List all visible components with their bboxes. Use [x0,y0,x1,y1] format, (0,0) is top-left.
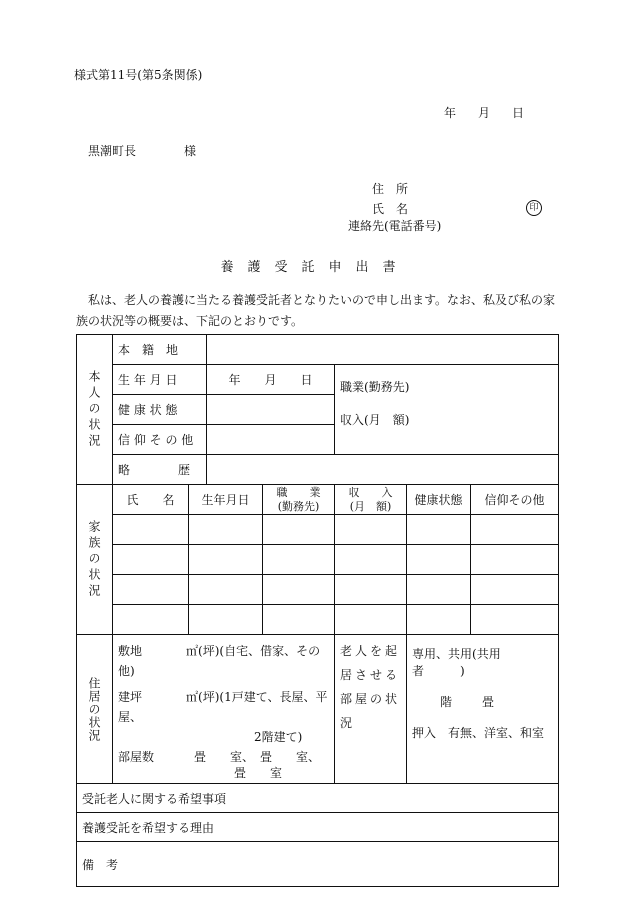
domicile-label: 本 籍 地 [113,335,207,365]
family-cell[interactable] [407,515,471,545]
form-number: 様式第11号(第5条関係) [74,68,203,82]
housing-row [77,635,559,784]
use-type: 専用、共用(共用者 ) [412,647,501,678]
floor-line: 建坪 ㎡(坪)(1戸建て、長屋、平屋、 [118,690,328,724]
remarks-label[interactable]: 備 考 [77,842,559,887]
family-cell[interactable] [189,575,263,605]
seal-mark: 印 [526,200,542,216]
family-cell[interactable] [471,575,559,605]
applicant-address-label: 住 所 [372,182,409,196]
family-cell[interactable] [335,605,407,635]
family-cell[interactable] [263,575,335,605]
wishes-label[interactable]: 受託老人に関する希望事項 [77,784,559,813]
housing-section-label: 住居の状況 [77,635,113,784]
faith-label: 信 仰 そ の 他 [113,425,207,455]
health-label: 健 康 状 態 [113,395,207,425]
family-cell[interactable] [113,545,189,575]
history-label: 略 歴 [113,455,207,485]
family-cell[interactable] [471,545,559,575]
family-header-income: 収 入 (月 額) [335,485,407,515]
applicant-name-label: 氏 名 [372,202,409,216]
family-header-faith: 信仰その他 [471,485,559,515]
date-month: 月 [478,106,491,120]
self-row-domicile [77,335,559,365]
family-cell[interactable] [189,605,263,635]
family-cell[interactable] [335,515,407,545]
family-header-row [77,485,559,515]
elder-room-details[interactable] [407,635,559,784]
family-cell[interactable] [471,515,559,545]
family-row [77,515,559,545]
addressee-honorific: 様 [184,144,197,158]
family-cell[interactable] [189,545,263,575]
family-cell[interactable] [471,605,559,635]
family-header-occupation: 職 業 (勤務先) [263,485,335,515]
application-form-table [76,334,559,887]
family-cell[interactable] [335,575,407,605]
closet-line: 押入 有無、洋室、和室 [412,726,545,740]
birthdate-label: 生 年 月 日 [113,365,207,395]
document-title: 養護受託申出書 [220,260,410,275]
site-line: 敷地 ㎡(坪)(自宅、借家、その他) [118,644,321,678]
family-row [77,545,559,575]
tatami-line: 階 畳 [440,695,497,709]
addressee [88,142,196,159]
date-year: 年 [444,106,457,120]
occupation-label: 職業(勤務先) [340,380,410,394]
elder-room-label: 老人を起居させる部屋の状況 [335,635,407,784]
addressee-name: 黒潮町長 [88,144,137,158]
reason-label[interactable]: 養護受託を希望する理由 [77,813,559,842]
wishes-row [77,784,559,813]
family-cell[interactable] [407,605,471,635]
family-cell[interactable] [113,515,189,545]
family-cell[interactable] [189,515,263,545]
family-cell[interactable] [113,605,189,635]
intro-paragraph: 私は、老人の養護に当たる養護受託者となりたいので申し出ます。なお、私及び私の家族の状況等の概要は、下記のとおりです。 [76,293,556,328]
family-header-name: 氏 名 [113,485,189,515]
remarks-row [77,842,559,887]
birthdate-value[interactable]: 年 月 日 [207,365,335,395]
family-cell[interactable] [335,545,407,575]
faith-value[interactable] [207,425,335,455]
floor-line-2: 2階建て) [254,730,303,744]
reason-row [77,813,559,842]
family-row [77,575,559,605]
history-value[interactable] [207,455,559,485]
rooms-line: 部屋数 畳 室、 畳 室、 [118,750,321,764]
health-value[interactable] [207,395,335,425]
occupation-income-cell[interactable] [335,365,559,455]
family-cell[interactable] [407,545,471,575]
family-cell[interactable] [113,575,189,605]
rooms-line-2: 畳 室 [234,766,283,780]
family-cell[interactable] [263,515,335,545]
applicant-contact-label: 連絡先(電話番号) [348,219,442,233]
family-section-label: 家族の状況 [77,485,113,635]
self-row-birthdate [77,365,559,395]
domicile-value[interactable] [207,335,559,365]
family-header-health: 健康状態 [407,485,471,515]
self-section-label: 本人の状況 [77,335,113,485]
family-header-birthdate: 生年月日 [189,485,263,515]
date-day: 日 [512,106,525,120]
income-label: 収入(月 額) [340,413,410,427]
housing-details[interactable] [113,635,335,784]
family-row [77,605,559,635]
date-line [444,104,524,121]
family-cell[interactable] [263,605,335,635]
family-cell[interactable] [263,545,335,575]
family-cell[interactable] [407,575,471,605]
self-row-history [77,455,559,485]
